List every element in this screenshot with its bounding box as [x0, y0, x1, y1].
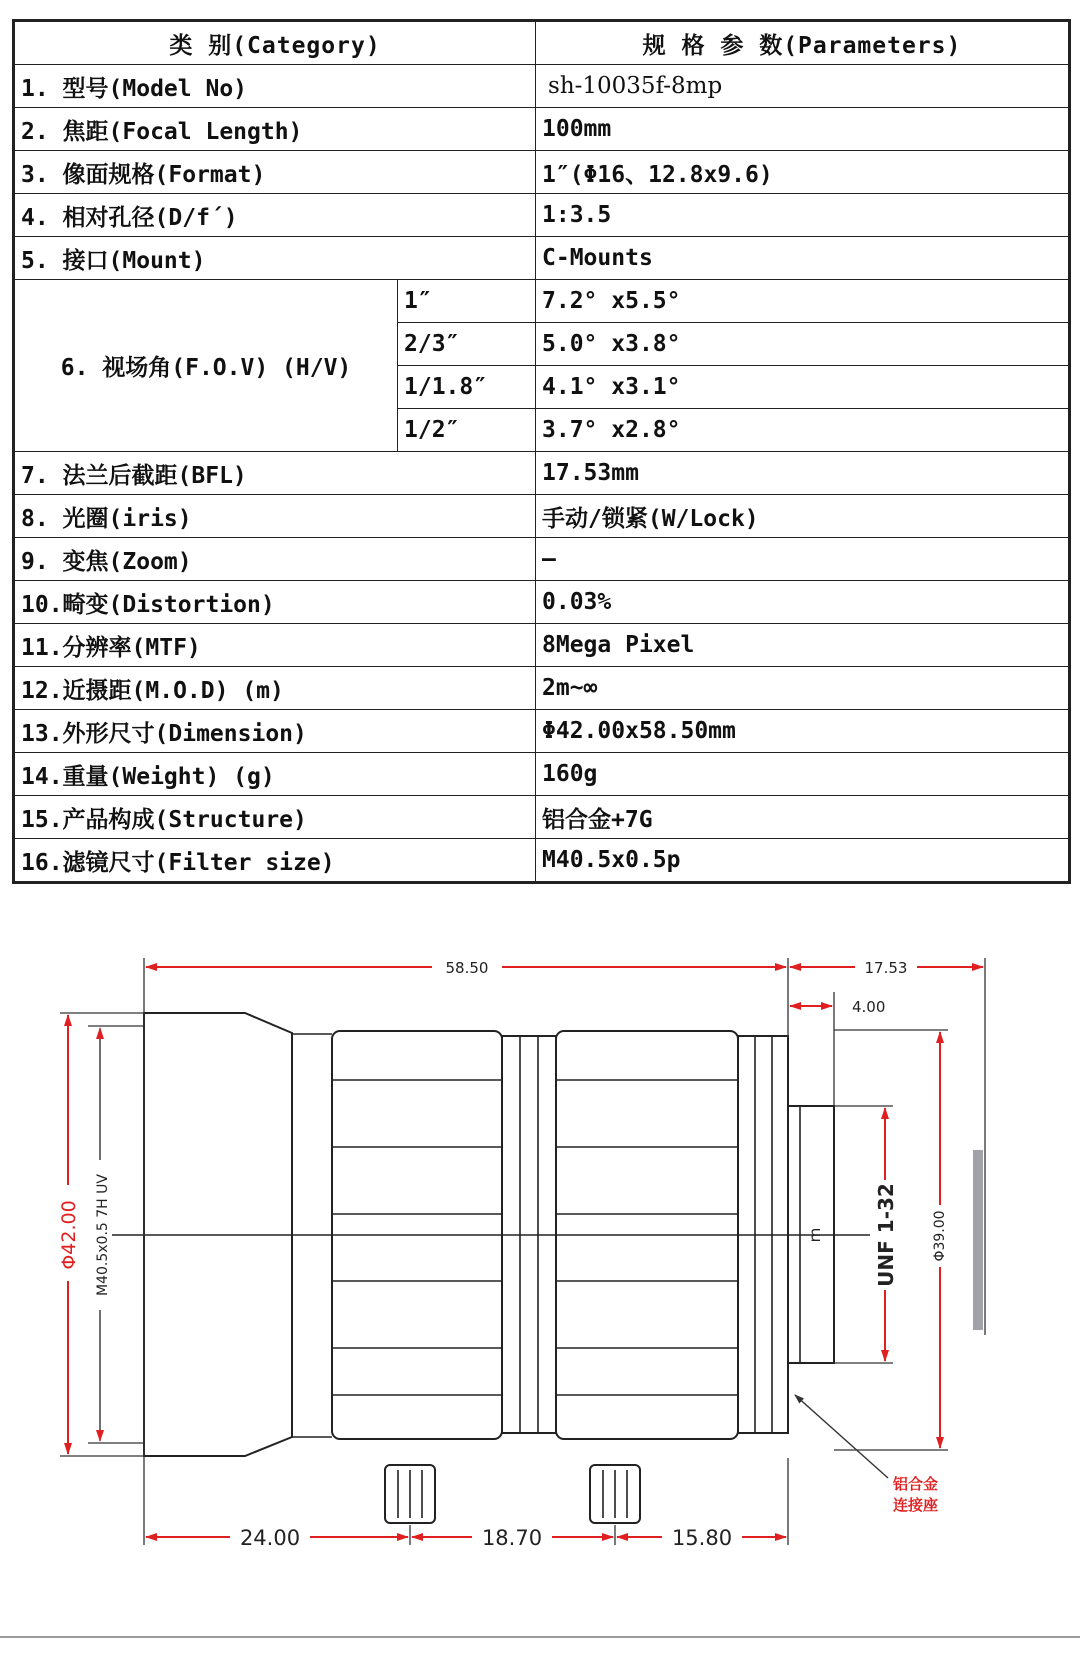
table-row	[14, 452, 1070, 495]
fov-label: 6. 视场角(F.O.V) (H/V)	[14, 280, 398, 452]
fov-value: 3.7° x2.8°	[536, 409, 1070, 452]
row-value: –	[536, 538, 1070, 581]
row-label: 11.分辨率(MTF)	[14, 624, 536, 667]
table-row	[14, 65, 1070, 108]
parameters-header: 规 格 参 数(Parameters)	[536, 21, 1070, 65]
table-row-fov	[14, 280, 1070, 323]
dim-flange: 4.00	[852, 998, 886, 1016]
row-label: 3. 像面规格(Format)	[14, 151, 536, 194]
row-label: 2. 焦距(Focal Length)	[14, 108, 536, 151]
row-label: 8. 光圈(iris)	[14, 495, 536, 538]
footer-divider	[0, 1636, 1080, 1638]
category-header: 类 别(Category)	[14, 21, 536, 65]
table-row	[14, 194, 1070, 237]
row-label: 12.近摄距(M.O.D) (m)	[14, 667, 536, 710]
dim-diameter: Φ42.00	[58, 1200, 80, 1270]
fov-value: 5.0° x3.8°	[536, 323, 1070, 366]
lens-dimension-drawing	[0, 890, 1080, 1610]
fov-value: 7.2° x5.5°	[536, 280, 1070, 323]
row-label: 15.产品构成(Structure)	[14, 796, 536, 839]
spec-table	[12, 19, 1071, 884]
dim-bfl: 17.53	[864, 959, 908, 977]
row-value: 1:3.5	[536, 194, 1070, 237]
row-value: Φ42.00x58.50mm	[536, 710, 1070, 753]
table-row	[14, 667, 1070, 710]
table-row	[14, 624, 1070, 667]
row-value: 0.03%	[536, 581, 1070, 624]
dim-seg3: 15.80	[671, 1526, 733, 1550]
table-row	[14, 108, 1070, 151]
row-label: 13.外形尺寸(Dimension)	[14, 710, 536, 753]
row-label: 9. 变焦(Zoom)	[14, 538, 536, 581]
row-value: C-Mounts	[536, 237, 1070, 280]
row-value: 铝合金+7G	[536, 796, 1070, 839]
row-value: 1″(Φ16、12.8x9.6)	[536, 151, 1070, 194]
table-row	[14, 753, 1070, 796]
fov-format: 1/2″	[398, 409, 536, 452]
callout-leader	[795, 1395, 888, 1478]
table-row	[14, 538, 1070, 581]
row-value: 100mm	[536, 108, 1070, 151]
row-value: 手动/锁紧(W/Lock)	[536, 495, 1070, 538]
row-label: 14.重量(Weight) (g)	[14, 753, 536, 796]
row-value: 2m~∞	[536, 667, 1070, 710]
row-label: 5. 接口(Mount)	[14, 237, 536, 280]
dim-filter-thread: M40.5x0.5 7H UV	[95, 1174, 111, 1296]
table-row	[14, 237, 1070, 280]
callout-line2: 连接座	[893, 1496, 939, 1514]
row-label: 16.滤镜尺寸(Filter size)	[14, 839, 536, 883]
row-value: 8Mega Pixel	[536, 624, 1070, 667]
dim-mount-thread: UNF 1-32	[874, 1183, 898, 1287]
row-label: 4. 相对孔径(D/f´)	[14, 194, 536, 237]
dim-seg1: 24.00	[239, 1526, 301, 1550]
fov-format: 1/1.8″	[398, 366, 536, 409]
fov-format: 1″	[398, 280, 536, 323]
row-label: 10.畸变(Distortion)	[14, 581, 536, 624]
row-value: 17.53mm	[536, 452, 1070, 495]
table-row	[14, 495, 1070, 538]
row-value: M40.5x0.5p	[536, 839, 1070, 883]
table-row	[14, 839, 1070, 883]
lens-outline	[144, 1013, 834, 1523]
table-row	[14, 796, 1070, 839]
side-scale-strip	[973, 1150, 983, 1330]
fov-format: 2/3″	[398, 323, 536, 366]
fov-value: 4.1° x3.1°	[536, 366, 1070, 409]
table-row	[14, 710, 1070, 753]
row-value: sh-10035f-8mp	[536, 65, 1070, 108]
dim-length: 58.50	[445, 959, 489, 977]
row-label: 1. 型号(Model No)	[14, 65, 536, 108]
dim-seg2: 18.70	[481, 1526, 543, 1550]
table-row	[14, 151, 1070, 194]
row-value: 160g	[536, 753, 1070, 796]
dim-mount-dia: Φ39.00	[932, 1210, 948, 1262]
table-row	[14, 581, 1070, 624]
callout-line1: 铝合金	[893, 1475, 939, 1493]
center-mark: m	[806, 1227, 824, 1243]
row-label: 7. 法兰后截距(BFL)	[14, 452, 536, 495]
table-header-row	[14, 21, 1070, 65]
